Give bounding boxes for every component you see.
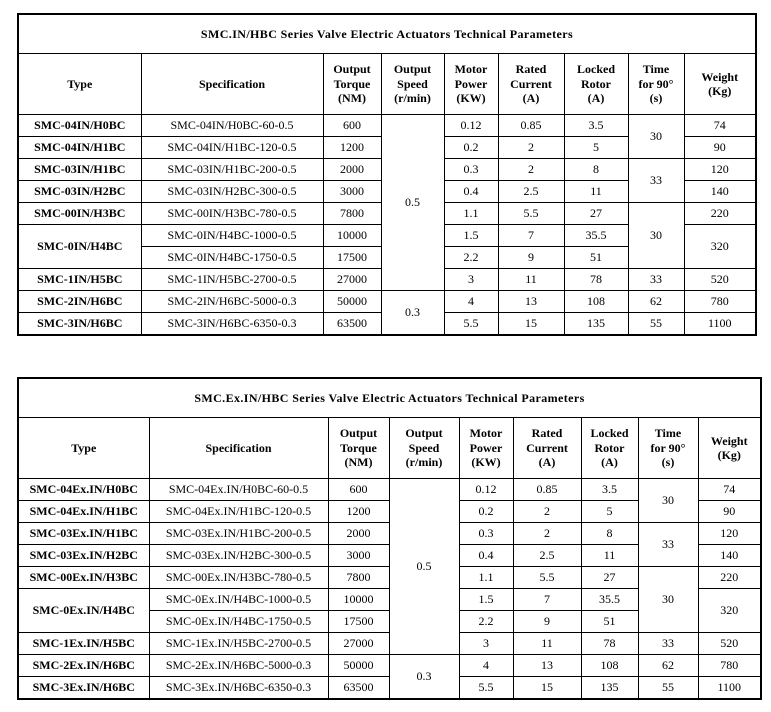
- value-cell: 33: [638, 523, 698, 567]
- column-header-line: Type: [71, 440, 97, 455]
- column-header-line: Weight: [710, 433, 748, 448]
- column-header-line: Rated: [531, 426, 563, 441]
- column-header-line: Specification: [205, 440, 272, 455]
- specification-cell: SMC-04Ex.IN/H1BC-120-0.5: [149, 501, 328, 523]
- column-header-line: for 90°: [650, 440, 686, 455]
- column-header-specification: [141, 54, 323, 115]
- value-cell: 35.5: [581, 589, 638, 611]
- column-header-line: Output: [393, 62, 432, 77]
- column-header-line: (NM): [344, 455, 373, 470]
- specification-cell: SMC-1IN/H5BC-2700-0.5: [141, 269, 323, 291]
- column-header-line: Output: [333, 62, 371, 77]
- value-cell: 5.5: [459, 677, 513, 700]
- column-header-line: (Kg): [708, 84, 732, 98]
- value-cell: 50000: [328, 655, 389, 677]
- column-header-line: (r/min): [394, 91, 431, 106]
- specification-cell: SMC-3Ex.IN/H6BC-6350-0.3: [149, 677, 328, 700]
- value-cell: 1.1: [444, 203, 498, 225]
- value-cell: 135: [564, 313, 628, 336]
- value-cell: 108: [581, 655, 638, 677]
- column-header-line: (KW): [471, 455, 501, 470]
- value-cell: 0.12: [459, 479, 513, 501]
- table-title: SMC.IN/HBC Series Valve Electric Actuators Technical Parameters: [18, 14, 756, 54]
- specification-cell: SMC-2Ex.IN/H6BC-5000-0.3: [149, 655, 328, 677]
- table-smc-ex-in-hbc-parameters: [17, 377, 762, 700]
- column-header-line: for 90°: [638, 76, 674, 91]
- column-header-line: (A): [538, 455, 556, 470]
- column-header-output-torque-nm: [328, 418, 389, 479]
- value-cell: 135: [581, 677, 638, 700]
- value-cell: 0.3: [444, 159, 498, 181]
- column-header-line: (A): [587, 91, 605, 106]
- value-cell: 3: [459, 633, 513, 655]
- value-cell: 1.5: [444, 225, 498, 247]
- value-cell: 0.4: [459, 545, 513, 567]
- value-cell: 2: [498, 159, 564, 181]
- column-header-line: Output: [405, 426, 443, 441]
- value-cell: 2: [513, 523, 581, 545]
- value-cell: 0.4: [444, 181, 498, 203]
- value-cell: 0.2: [444, 137, 498, 159]
- value-cell: 9: [498, 247, 564, 269]
- column-header-output-torque-nm: [323, 54, 381, 115]
- value-cell: 600: [328, 479, 389, 501]
- value-cell: 62: [638, 655, 698, 677]
- value-cell: 55: [628, 313, 684, 336]
- value-cell: 33: [638, 633, 698, 655]
- column-header-weight-kg: [684, 54, 756, 115]
- value-cell: 4: [459, 655, 513, 677]
- type-cell: SMC-1IN/H5BC: [18, 269, 141, 291]
- column-header-line: Power: [454, 76, 488, 91]
- value-cell: 520: [698, 633, 761, 655]
- column-header-line: Time: [642, 62, 670, 77]
- column-header-line: Specification: [199, 76, 265, 91]
- specification-cell: SMC-1Ex.IN/H5BC-2700-0.5: [149, 633, 328, 655]
- column-header-line: (r/min): [405, 455, 443, 470]
- value-cell: 3.5: [581, 479, 638, 501]
- value-cell: 30: [638, 479, 698, 523]
- value-cell: 78: [581, 633, 638, 655]
- specification-cell: SMC-03Ex.IN/H2BC-300-0.5: [149, 545, 328, 567]
- value-cell: 3000: [328, 545, 389, 567]
- value-cell: 0.2: [459, 501, 513, 523]
- value-cell: 11: [513, 633, 581, 655]
- column-header-line: Current: [510, 76, 552, 91]
- value-cell: 90: [684, 137, 756, 159]
- value-cell: 108: [564, 291, 628, 313]
- column-header-line: (s): [649, 91, 663, 106]
- specification-cell: SMC-0Ex.IN/H4BC-1750-0.5: [149, 611, 328, 633]
- value-cell: 2.2: [459, 611, 513, 633]
- value-cell: 90: [698, 501, 761, 523]
- column-header-line: Rotor: [594, 440, 625, 455]
- type-cell: SMC-03IN/H2BC: [18, 181, 141, 203]
- column-header-weight-kg: [698, 418, 761, 479]
- type-cell: SMC-04Ex.IN/H1BC: [18, 501, 149, 523]
- value-cell: 1100: [698, 677, 761, 700]
- type-cell: SMC-0Ex.IN/H4BC: [18, 589, 149, 633]
- column-header-line: Weight: [701, 69, 739, 84]
- value-cell: 1100: [684, 313, 756, 336]
- value-cell: 2.5: [498, 181, 564, 203]
- value-cell: 78: [564, 269, 628, 291]
- type-cell: SMC-04Ex.IN/H0BC: [18, 479, 149, 501]
- specification-cell: SMC-0IN/H4BC-1000-0.5: [141, 225, 323, 247]
- value-cell: 8: [581, 523, 638, 545]
- column-header-line: Torque: [340, 440, 377, 455]
- value-cell: 30: [638, 567, 698, 633]
- value-cell: 600: [323, 115, 381, 137]
- value-cell: 30: [628, 203, 684, 269]
- value-cell: 780: [698, 655, 761, 677]
- type-cell: SMC-2Ex.IN/H6BC: [18, 655, 149, 677]
- value-cell: 120: [684, 159, 756, 181]
- value-cell: 7800: [328, 567, 389, 589]
- type-cell: SMC-3IN/H6BC: [18, 313, 141, 336]
- value-cell: 33: [628, 269, 684, 291]
- value-cell: 27: [581, 567, 638, 589]
- value-cell: 11: [498, 269, 564, 291]
- type-cell: SMC-03Ex.IN/H1BC: [18, 523, 149, 545]
- column-header-line: Current: [526, 440, 568, 455]
- column-header-rated-current-a: [498, 54, 564, 115]
- value-cell: 10000: [323, 225, 381, 247]
- value-cell: 27: [564, 203, 628, 225]
- column-header-line: Speed: [397, 76, 428, 91]
- value-cell: 13: [513, 655, 581, 677]
- table-title-row: [18, 14, 756, 54]
- specification-cell: SMC-0IN/H4BC-1750-0.5: [141, 247, 323, 269]
- value-cell: 1200: [323, 137, 381, 159]
- value-cell: 520: [684, 269, 756, 291]
- value-cell: 0.3: [389, 655, 459, 700]
- column-header-line: (A): [601, 455, 618, 470]
- value-cell: 51: [564, 247, 628, 269]
- table-row: [18, 655, 761, 677]
- specification-cell: SMC-0Ex.IN/H4BC-1000-0.5: [149, 589, 328, 611]
- value-cell: 220: [684, 203, 756, 225]
- value-cell: 3.5: [564, 115, 628, 137]
- type-cell: SMC-1Ex.IN/H5BC: [18, 633, 149, 655]
- value-cell: 5: [564, 137, 628, 159]
- type-cell: SMC-03Ex.IN/H2BC: [18, 545, 149, 567]
- value-cell: 780: [684, 291, 756, 313]
- value-cell: 13: [498, 291, 564, 313]
- type-cell: SMC-2IN/H6BC: [18, 291, 141, 313]
- value-cell: 17500: [328, 611, 389, 633]
- value-cell: 7800: [323, 203, 381, 225]
- specification-cell: SMC-03IN/H2BC-300-0.5: [141, 181, 323, 203]
- value-cell: 1.5: [459, 589, 513, 611]
- table-row: [18, 115, 756, 137]
- value-cell: 3: [444, 269, 498, 291]
- specification-cell: SMC-04Ex.IN/H0BC-60-0.5: [149, 479, 328, 501]
- column-header-line: Output: [339, 426, 378, 441]
- value-cell: 51: [581, 611, 638, 633]
- type-cell: SMC-04IN/H1BC: [18, 137, 141, 159]
- value-cell: 35.5: [564, 225, 628, 247]
- column-header-line: (A): [522, 91, 540, 106]
- value-cell: 220: [698, 567, 761, 589]
- specification-cell: SMC-04IN/H0BC-60-0.5: [141, 115, 323, 137]
- column-header-output-speed-r-min: [389, 418, 459, 479]
- column-header-rated-current-a: [513, 418, 581, 479]
- value-cell: 2000: [328, 523, 389, 545]
- value-cell: 15: [513, 677, 581, 700]
- type-cell: SMC-04IN/H0BC: [18, 115, 141, 137]
- value-cell: 55: [638, 677, 698, 700]
- specification-cell: SMC-2IN/H6BC-5000-0.3: [141, 291, 323, 313]
- value-cell: 0.3: [459, 523, 513, 545]
- column-header-locked-rotor-a: [564, 54, 628, 115]
- value-cell: 120: [698, 523, 761, 545]
- column-header-motor-power-kw: [459, 418, 513, 479]
- value-cell: 0.5: [389, 479, 459, 655]
- column-header-line: Time: [654, 426, 682, 441]
- value-cell: 9: [513, 611, 581, 633]
- column-header-motor-power-kw: [444, 54, 498, 115]
- specification-cell: SMC-00IN/H3BC-780-0.5: [141, 203, 323, 225]
- column-header-line: (s): [661, 455, 675, 470]
- value-cell: 1.1: [459, 567, 513, 589]
- column-header-line: Torque: [333, 76, 371, 91]
- specification-cell: SMC-3IN/H6BC-6350-0.3: [141, 313, 323, 336]
- value-cell: 33: [628, 159, 684, 203]
- value-cell: 2: [513, 501, 581, 523]
- type-cell: SMC-0IN/H4BC: [18, 225, 141, 269]
- value-cell: 0.5: [381, 115, 444, 291]
- column-header-row: [18, 54, 756, 115]
- type-cell: SMC-00Ex.IN/H3BC: [18, 567, 149, 589]
- value-cell: 5.5: [513, 567, 581, 589]
- column-header-row: [18, 418, 761, 479]
- value-cell: 0.85: [513, 479, 581, 501]
- value-cell: 2.5: [513, 545, 581, 567]
- value-cell: 8: [564, 159, 628, 181]
- value-cell: 140: [684, 181, 756, 203]
- value-cell: 30: [628, 115, 684, 159]
- value-cell: 10000: [328, 589, 389, 611]
- type-cell: SMC-03IN/H1BC: [18, 159, 141, 181]
- table-smc-in-hbc-parameters: [17, 13, 757, 336]
- value-cell: 0.3: [381, 291, 444, 336]
- table-title-row: [18, 378, 761, 418]
- column-header-line: (NM): [338, 91, 366, 106]
- value-cell: 50000: [323, 291, 381, 313]
- value-cell: 11: [581, 545, 638, 567]
- column-header-line: Type: [67, 76, 93, 91]
- value-cell: 7: [498, 225, 564, 247]
- value-cell: 63500: [323, 313, 381, 336]
- value-cell: 3000: [323, 181, 381, 203]
- specification-cell: SMC-00Ex.IN/H3BC-780-0.5: [149, 567, 328, 589]
- value-cell: 63500: [328, 677, 389, 700]
- value-cell: 4: [444, 291, 498, 313]
- value-cell: 2: [498, 137, 564, 159]
- value-cell: 2.2: [444, 247, 498, 269]
- value-cell: 74: [698, 479, 761, 501]
- value-cell: 5.5: [444, 313, 498, 336]
- column-header-line: Motor: [454, 62, 488, 77]
- value-cell: 17500: [323, 247, 381, 269]
- column-header-time-for-90-s: [628, 54, 684, 115]
- column-header-line: Rated: [515, 62, 547, 77]
- value-cell: 27000: [328, 633, 389, 655]
- value-cell: 5.5: [498, 203, 564, 225]
- value-cell: 15: [498, 313, 564, 336]
- value-cell: 2000: [323, 159, 381, 181]
- value-cell: 5: [581, 501, 638, 523]
- column-header-line: Locked: [576, 62, 615, 77]
- specification-cell: SMC-03Ex.IN/H1BC-200-0.5: [149, 523, 328, 545]
- column-header-line: (Kg): [717, 448, 741, 462]
- column-header-specification: [149, 418, 328, 479]
- value-cell: 74: [684, 115, 756, 137]
- column-header-line: Speed: [408, 440, 440, 455]
- value-cell: 320: [698, 589, 761, 633]
- specification-cell: SMC-03IN/H1BC-200-0.5: [141, 159, 323, 181]
- column-header-line: Locked: [590, 426, 629, 441]
- column-header-time-for-90-s: [638, 418, 698, 479]
- table-row: [18, 479, 761, 501]
- value-cell: 0.85: [498, 115, 564, 137]
- value-cell: 0.12: [444, 115, 498, 137]
- value-cell: 1200: [328, 501, 389, 523]
- column-header-locked-rotor-a: [581, 418, 638, 479]
- specification-cell: SMC-04IN/H1BC-120-0.5: [141, 137, 323, 159]
- column-header-type: [18, 54, 141, 115]
- column-header-type: [18, 418, 149, 479]
- table-row: [18, 291, 756, 313]
- value-cell: 7: [513, 589, 581, 611]
- value-cell: 27000: [323, 269, 381, 291]
- type-cell: SMC-00IN/H3BC: [18, 203, 141, 225]
- column-header-output-speed-r-min: [381, 54, 444, 115]
- column-header-line: Power: [469, 440, 503, 455]
- column-header-line: (KW): [456, 91, 486, 106]
- value-cell: 320: [684, 225, 756, 269]
- table-title: SMC.Ex.IN/HBC Series Valve Electric Actuators Technical Parameters: [18, 378, 761, 418]
- value-cell: 140: [698, 545, 761, 567]
- value-cell: 62: [628, 291, 684, 313]
- column-header-line: Motor: [469, 426, 503, 441]
- value-cell: 11: [564, 181, 628, 203]
- type-cell: SMC-3Ex.IN/H6BC: [18, 677, 149, 700]
- column-header-line: Rotor: [581, 76, 611, 91]
